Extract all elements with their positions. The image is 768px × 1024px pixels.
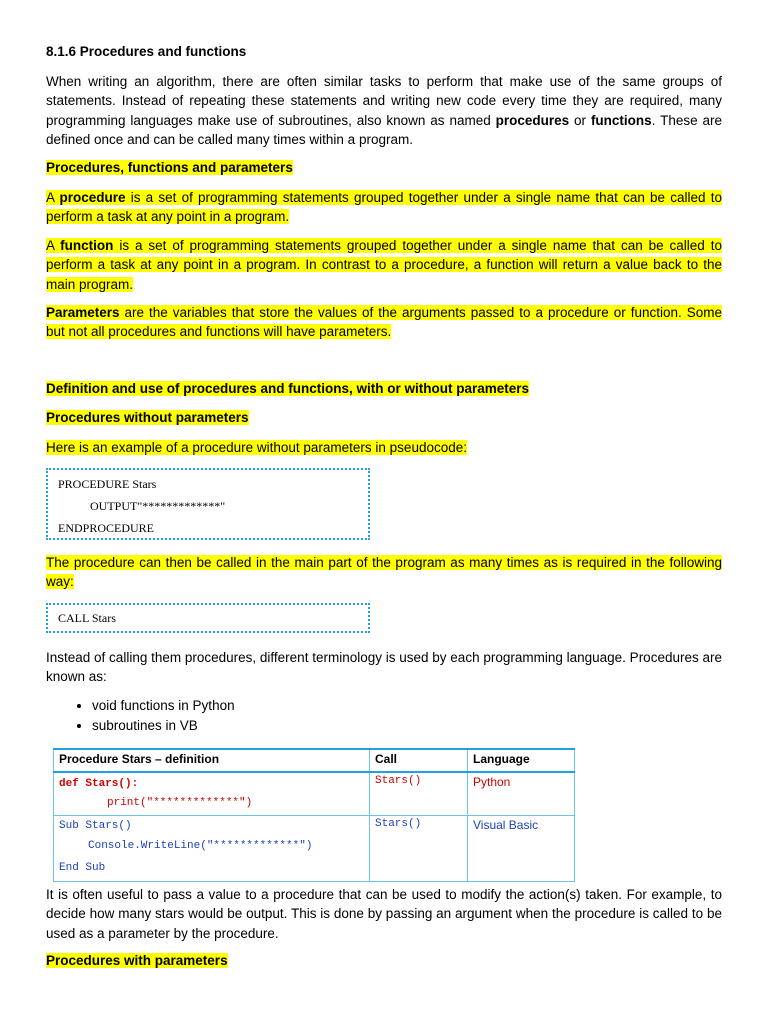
section-title: 8.1.6 Procedures and functions (46, 44, 247, 59)
call-intro: The procedure can then be called in the main part of the program as many times as is required in the following way: (46, 555, 722, 590)
call-cell: Stars() (370, 772, 468, 816)
pseudocode-box-call (46, 603, 370, 633)
language-cell: Visual Basic (468, 816, 575, 882)
heading-procedures-without-parameters: Procedures without parameters (46, 410, 249, 425)
definition-cell: def Stars(): print("*************") (54, 772, 370, 816)
intro-paragraph: When writing an algorithm, there are often similar tasks to perform that make use of the same groups of statements. Instead of repeating these statements and writing new code every time they are required, many programming languages make use of subroutines, also known as named procedures or functions. These are defined once and can be called many times within a program. (46, 74, 723, 148)
example-intro: Here is an example of a procedure without parameters in pseudocode: (46, 440, 467, 455)
code-line: CALL Stars (58, 611, 116, 625)
code-line: OUTPUT"*************" (90, 499, 226, 513)
heading-procedures-with-parameters: Procedures with parameters (46, 953, 228, 968)
code-line: ENDPROCEDURE (58, 521, 155, 535)
function-definition: A function is a set of programming statements grouped together under a single name that can be called to perform a task at any point in a program. In contrast to a procedure, a function will return a value back to the main program. (46, 238, 722, 292)
code-line: PROCEDURE Stars (58, 477, 157, 491)
heading-definition-and-use: Definition and use of procedures and functions, with or without parameters (46, 381, 530, 396)
column-header: Language (468, 749, 575, 772)
pass-value-paragraph: It is often useful to pass a value to a procedure that can be used to modify the action(s) taken. For example, to decide how many stars would be output. This is done by passing an argument when the procedure is called to be used as a parameter by the procedure. (46, 887, 722, 941)
column-header: Call (370, 749, 468, 772)
table-row (54, 772, 575, 816)
procedure-definition: A procedure is a set of programming statements grouped together under a single name that can be called to perform a task at any point in a program. (46, 190, 722, 225)
definition-cell: Sub Stars() Console.WriteLine("*************") End Sub (54, 816, 370, 882)
language-cell: Python (468, 772, 575, 816)
table-row (54, 816, 575, 882)
table-header-row (54, 749, 575, 772)
column-header: Procedure Stars – definition (54, 749, 370, 772)
terminology-paragraph: Instead of calling them procedures, different terminology is used by each programming language. Procedures are known as: (46, 650, 722, 685)
terminology-list (46, 696, 235, 736)
heading-procedures-functions-parameters: Procedures, functions and parameters (46, 160, 293, 175)
list-item: • subroutines in VB (92, 716, 235, 736)
parameters-definition: Parameters are the variables that store the values of the arguments passed to a procedure or function. Some but not all procedures and functions will have parameters. (46, 305, 722, 340)
call-cell: Stars() (370, 816, 468, 882)
procedure-comparison-table (53, 748, 575, 882)
list-item: • void functions in Python (92, 696, 235, 716)
pseudocode-box-procedure (46, 468, 370, 540)
